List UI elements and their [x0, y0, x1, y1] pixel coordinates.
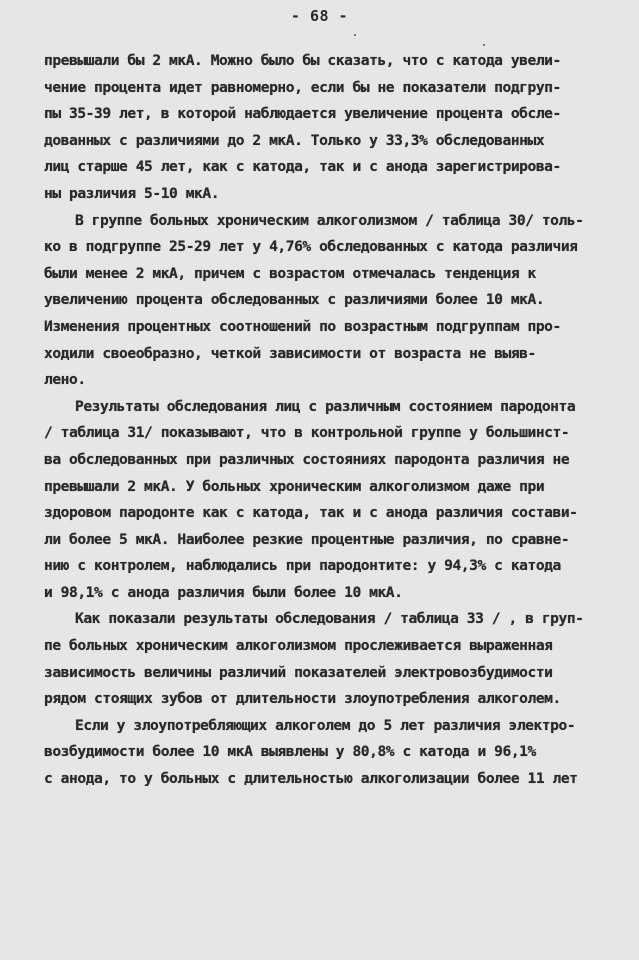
text-line: рядом стоящих зубов от длительности злоупотребления алкоголем.: [44, 690, 561, 708]
text-line: с анода, то у больных с длительностью алкоголизации более 11 лет: [44, 770, 578, 788]
text-line: были менее 2 мкА, причем с возрастом отмечалась тенденция к: [44, 264, 536, 282]
text-line: / таблица 31/ показывают, что в контрольной группе у большинст-: [44, 424, 570, 442]
text-line: пе больных хроническим алкоголизмом прослеживается выраженная: [44, 637, 553, 655]
text-line: превышали бы 2 мкА. Можно было бы сказать, что с катода увели-: [44, 52, 561, 69]
text-line: Как показали результаты обследования / таблица 33 / , в груп-: [75, 610, 584, 628]
text-line: ходили своеобразно, четкой зависимости от возраста не выяв-: [44, 344, 536, 362]
text-line: превышали 2 мкА. У больных хроническим алкоголизмом даже при: [44, 477, 545, 495]
text-line: и 98,1% с анода различия были более 10 мкА.: [44, 583, 403, 601]
scan-speck: [483, 44, 485, 46]
scan-speck: [354, 34, 356, 36]
text-line: лено.: [44, 371, 86, 389]
text-line: возбудимости более 10 мкА выявлены у 80,8% с катода и 96,1%: [44, 743, 536, 761]
text-line: здоровом пародонте как с катода, так и с анода различия состави-: [44, 504, 578, 522]
text-line: ко в подгруппе 25-29 лет у 4,76% обследованных с катода различия: [44, 238, 578, 256]
text-line: зависимость величины различий показателей электровозбудимости: [44, 663, 553, 681]
text-line: пы 35-39 лет, в которой наблюдается увеличение процента обсле-: [44, 105, 561, 123]
text-line: ны различия 5-10 мкА.: [44, 184, 220, 202]
page-number: - 68 -: [290, 7, 349, 25]
text-line: ли более 5 мкА. Наиболее резкие процентные различия, по сравне-: [44, 530, 570, 548]
text-line: Результаты обследования лиц с различным состоянием пародонта: [75, 397, 576, 415]
text-line: лиц старше 45 лет, как с катода, так и с анода зарегистрирова-: [44, 158, 561, 176]
text-line: Изменения процентных соотношений по возрастным подгруппам про-: [44, 317, 561, 335]
text-line: Если у злоупотребляющих алкоголем до 5 лет различия электро-: [75, 716, 576, 734]
text-line: дованных с различиями до 2 мкА. Только у 33,3% обследованных: [44, 131, 545, 149]
text-line: нию с контролем, наблюдались при пародонтите: у 94,3% с катода: [44, 557, 561, 575]
text-line: увеличению процента обследованных с различиями более 10 мкА.: [44, 291, 545, 309]
text-line: ва обследованных при различных состояниях пародонта различия не: [44, 450, 570, 468]
text-line: чение процента идет равномерно, если бы не показатели подгруп-: [44, 78, 561, 96]
body-text: [44, 48, 596, 793]
text-line: В группе больных хроническим алкоголизмом / таблица 30/ толь-: [75, 211, 584, 229]
